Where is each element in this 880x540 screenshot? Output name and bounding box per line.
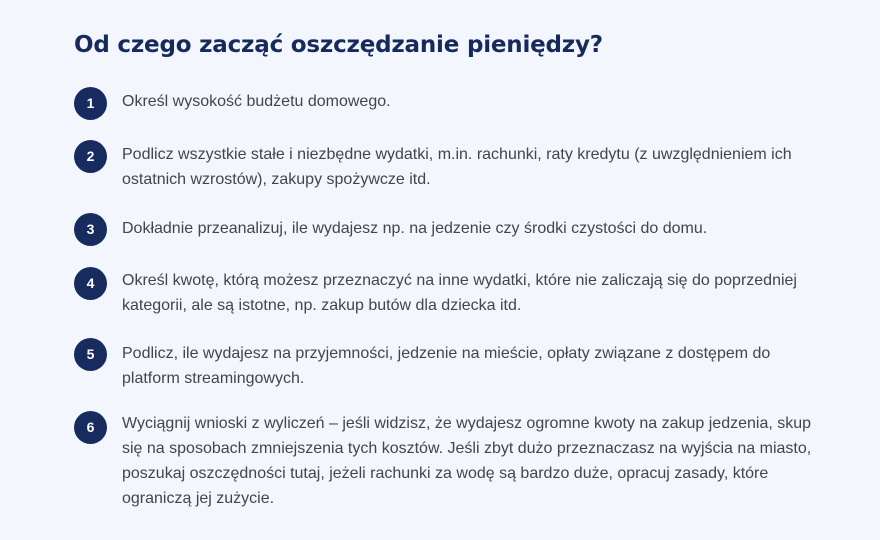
step-number-badge: 3 [74,213,107,246]
step-text: Podlicz, ile wydajesz na przyjemności, jedzenie na mieście, opłaty związane z dostępem do platform streamingowych. [122,345,771,387]
step-number-badge: 5 [74,338,107,371]
step-number-badge: 2 [74,140,107,173]
step-text: Określ kwotę, którą możesz przeznaczyć na inne wydatki, które nie zaliczają się do poprzedniej kategorii, ale są istotne, np. zakup butów dla dziecka itd. [122,272,797,314]
step-text: Określ wysokość budżetu domowego. [122,93,391,110]
step-number-badge: 1 [74,87,107,120]
step-text: Podlicz wszystkie stałe i niezbędne wydatki, m.in. rachunki, raty kredytu (z uwzględnieniem ich ostatnich wzrostów), zakupy spożywcze itd. [122,146,792,188]
step-text: Wyciągnij wnioski z wyliczeń – jeśli widzisz, że wydajesz ogromne kwoty na zakup jedzenia, skup się na sposobach zmniejszenia tych kosztów. Jeśli zbyt dużo przeznaczasz na wyjścia na miasto, poszukaj oszczędności tutaj, jeżeli rachunki za wodę są bardzo duże, opracuj zasady, które ograniczą jej zużycie. [122,415,812,507]
step-number-badge: 6 [74,411,107,444]
section-heading: Od czego zacząć oszczędzanie pieniędzy? [74,32,603,58]
step-number-badge: 4 [74,267,107,300]
step-text: Dokładnie przeanalizuj, ile wydajesz np. na jedzenie czy środki czystości do domu. [122,220,708,237]
